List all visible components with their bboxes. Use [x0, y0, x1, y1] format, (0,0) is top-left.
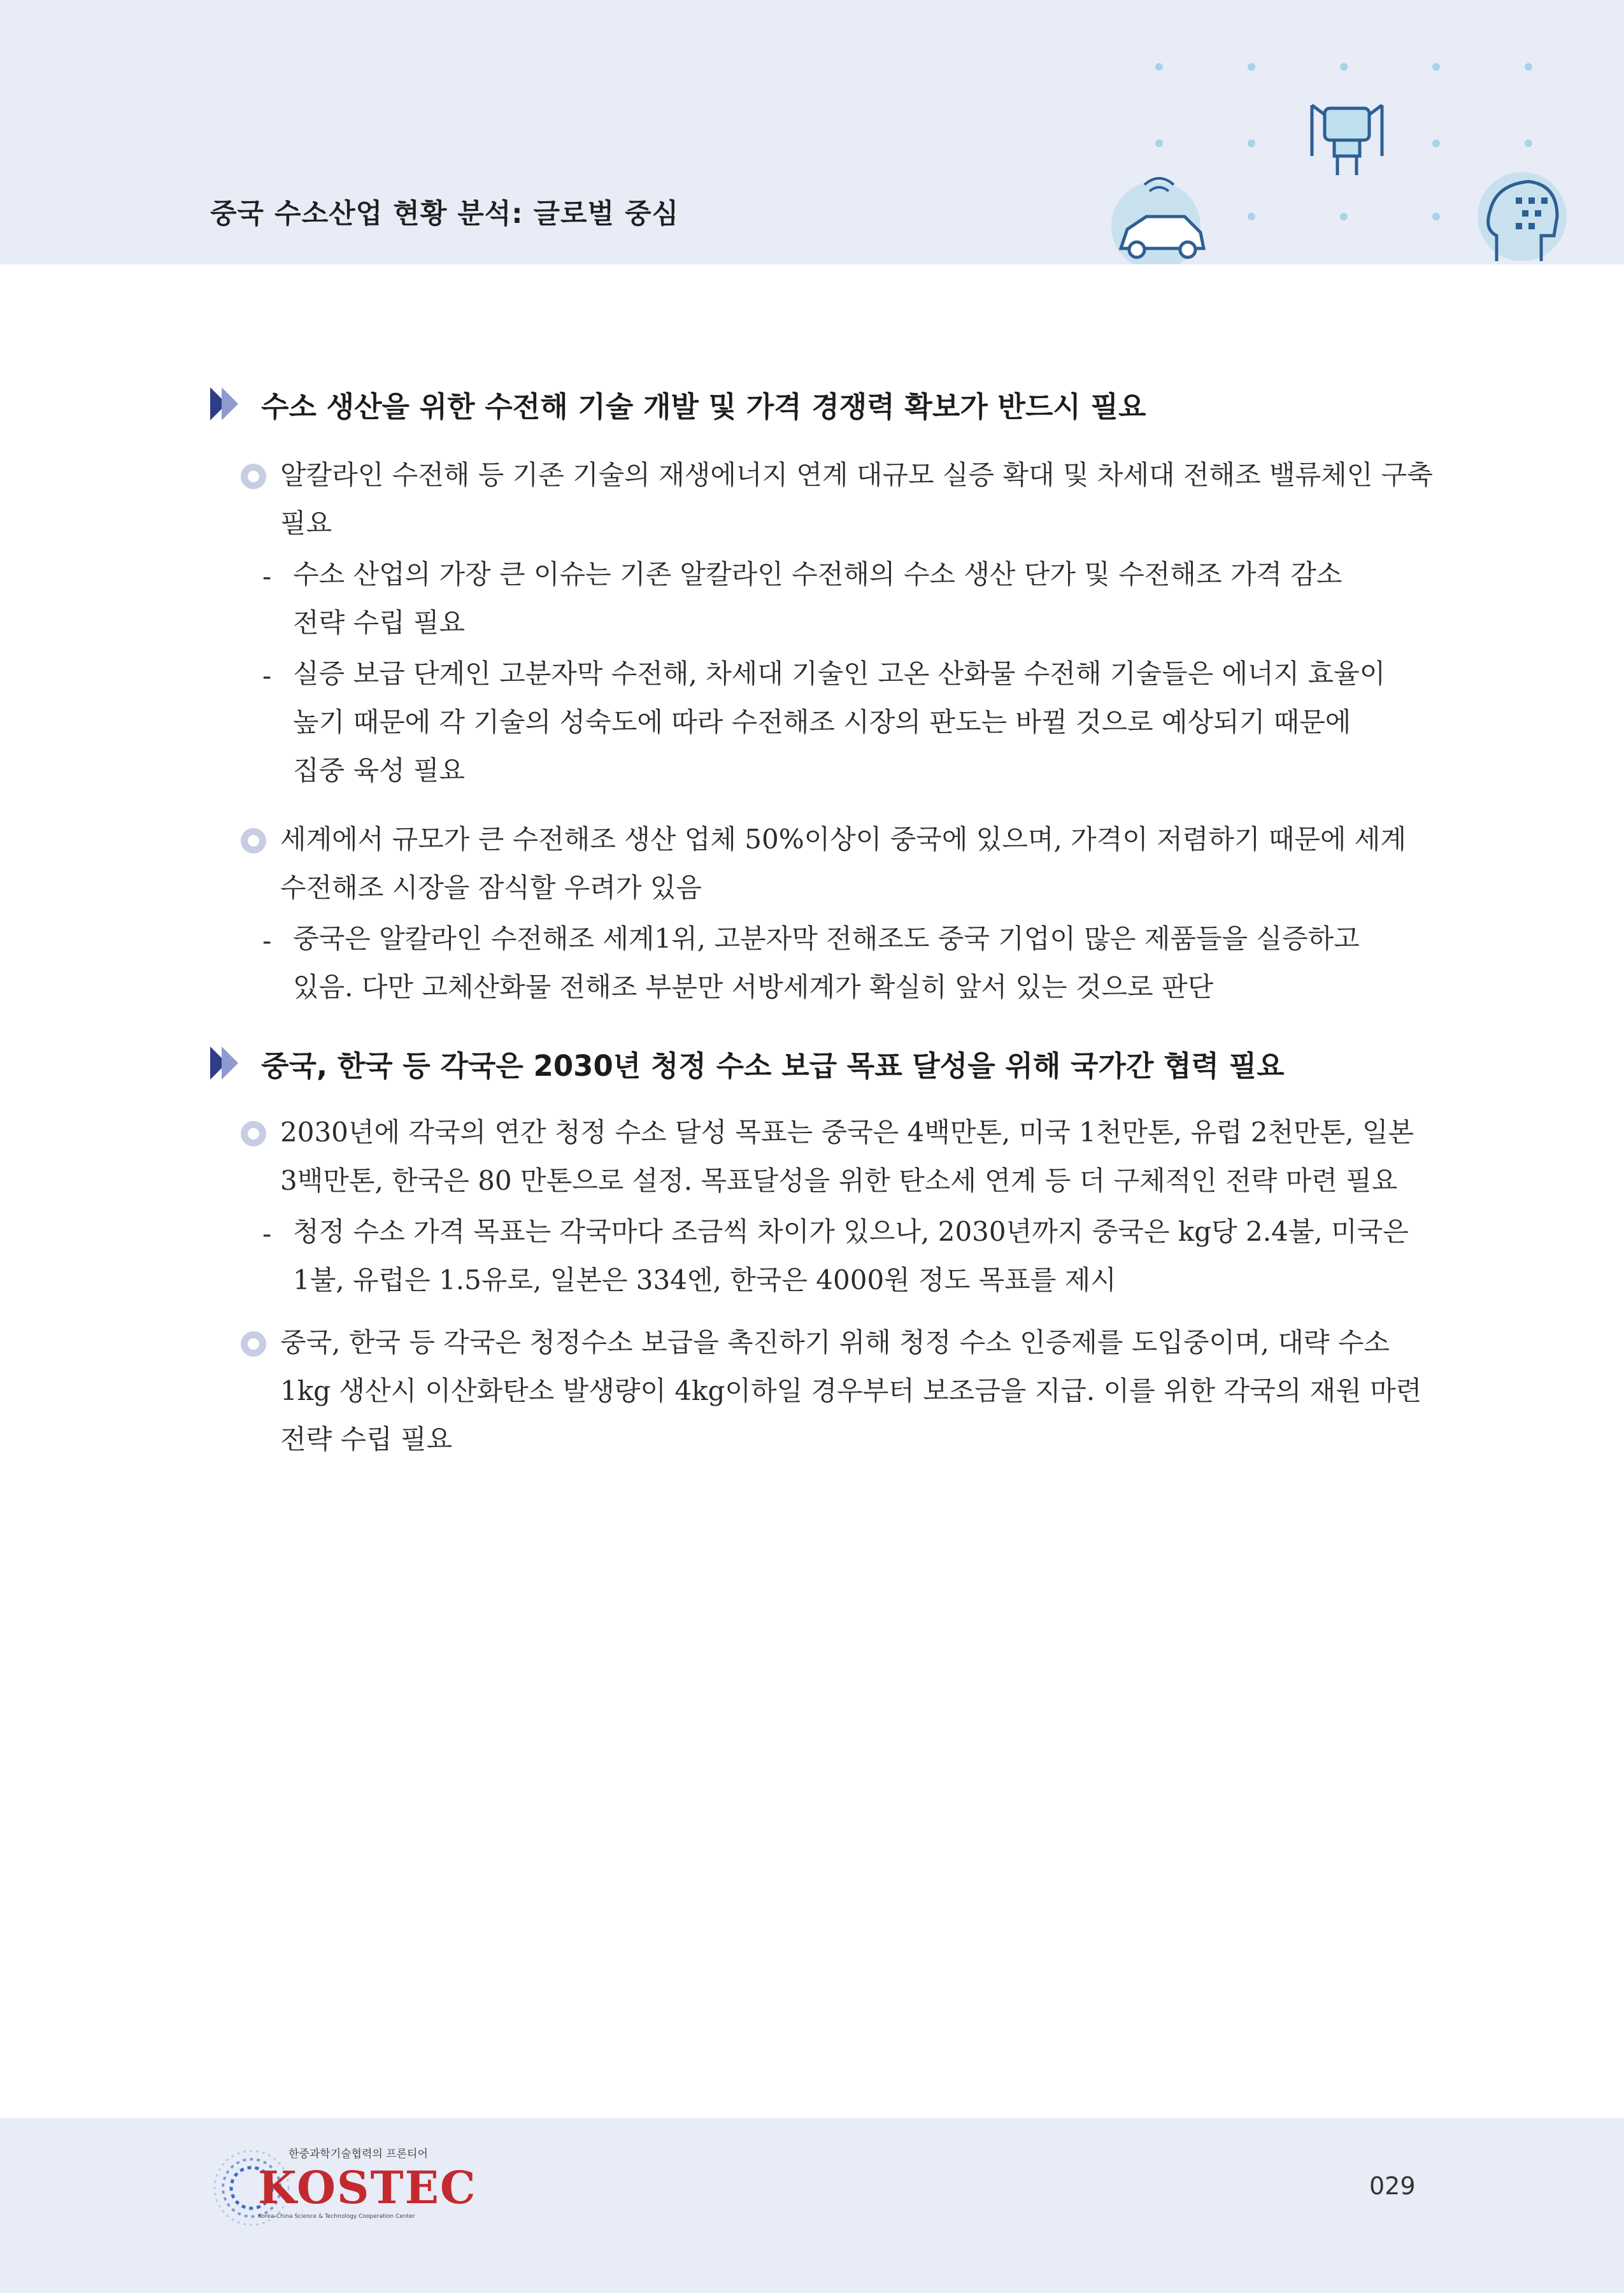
dash-marker: -	[262, 925, 272, 956]
bullet-circle-icon	[241, 828, 266, 854]
dash-marker: -	[262, 561, 272, 592]
robot-icon	[1312, 105, 1382, 175]
sub-item-text: 수소 산업의 가장 큰 이슈는 기존 알칼라인 수전해의 수소 생산 단가 및 수전해조 가격 감소 전략 수립 필요	[293, 559, 1343, 638]
bullet-circle-icon	[241, 1331, 266, 1357]
logo-subtitle: Korea-China Science & Technology Cooperation Center	[258, 2213, 415, 2220]
kostec-logo	[213, 2137, 477, 2232]
bullet-circle-icon	[241, 1121, 266, 1146]
bullet-text: 알칼라인 수전해 등 기존 기술의 재생에너지 연계 대규모 실증 확대 및 차세대 전해조 밸류체인 구축 필요	[280, 459, 1433, 539]
ai-head-icon	[1478, 172, 1567, 261]
section-heading-2: 중국, 한국 등 각국은 2030년 청정 수소 보급 목표 달성을 위해 국가간 협력 필요	[261, 1049, 1285, 1083]
sub-item-text: 중국은 알칼라인 수전해조 세계1위, 고분자막 전해조도 중국 기업이 많은 제품들을 실증하고 있음. 다만 고체산화물 전해조 부분만 서방세계가 확실히 앞서 있는 것으로 판단	[293, 923, 1360, 1003]
bullet-text: 2030년에 각국의 연간 청정 수소 달성 목표는 중국은 4백만톤, 미국 1천만톤, 유럽 2천만톤, 일본 3백만톤, 한국은 80 만톤으로 설정. 목표달성을 위한 탄소세 연계 등 더 구체적인 전략 마련 필요	[280, 1117, 1414, 1196]
bullet-circle-icon	[241, 464, 266, 489]
header-illustration	[1108, 45, 1579, 264]
sub-item-text: 청정 수소 가격 목표는 각국마다 조금씩 차이가 있으나, 2030년까지 중국은 kg당 2.4불, 미국은 1불, 유럽은 1.5유로, 일본은 334엔, 한국은 4000원 정도 목표를 제시	[293, 1216, 1409, 1296]
section-marker-icon	[210, 387, 243, 420]
logo-name: KOSTEC	[258, 2161, 477, 2214]
sub-item-text: 실증 보급 단계인 고분자막 수전해, 차세대 기술인 고온 산화물 수전해 기술들은 에너지 효율이 높기 때문에 각 기술의 성숙도에 따라 수전해조 시장의 판도는 바뀔 것으로 예상되기 때문에 집중 육성 필요	[293, 658, 1386, 786]
bullet-text: 세계에서 규모가 큰 수전해조 생산 업체 50%이상이 중국에 있으며, 가격이 저렴하기 때문에 세계 수전해조 시장을 잠식할 우려가 있음	[280, 824, 1407, 903]
car-icon	[1111, 178, 1204, 264]
dash-marker: -	[262, 660, 272, 691]
section-heading-1: 수소 생산을 위한 수전해 기술 개발 및 가격 경쟁력 확보가 반드시 필요	[261, 390, 1146, 424]
page-number: 029	[1369, 2172, 1416, 2200]
page-header-title: 중국 수소산업 현황 분석: 글로벌 중심	[210, 198, 680, 230]
bullet-text: 중국, 한국 등 각국은 청정수소 보급을 촉진하기 위해 청정 수소 인증제를 도입중이며, 대략 수소 1kg 생산시 이산화탄소 발생량이 4kg이하일 경우부터 보조금을 지급. 이를 위한 각국의 재원 마련 전략 수립 필요	[280, 1327, 1422, 1455]
logo-tagline: 한중과학기술협력의 프론티어	[288, 2148, 428, 2161]
section-marker-icon	[210, 1046, 243, 1080]
dash-marker: -	[262, 1218, 272, 1249]
